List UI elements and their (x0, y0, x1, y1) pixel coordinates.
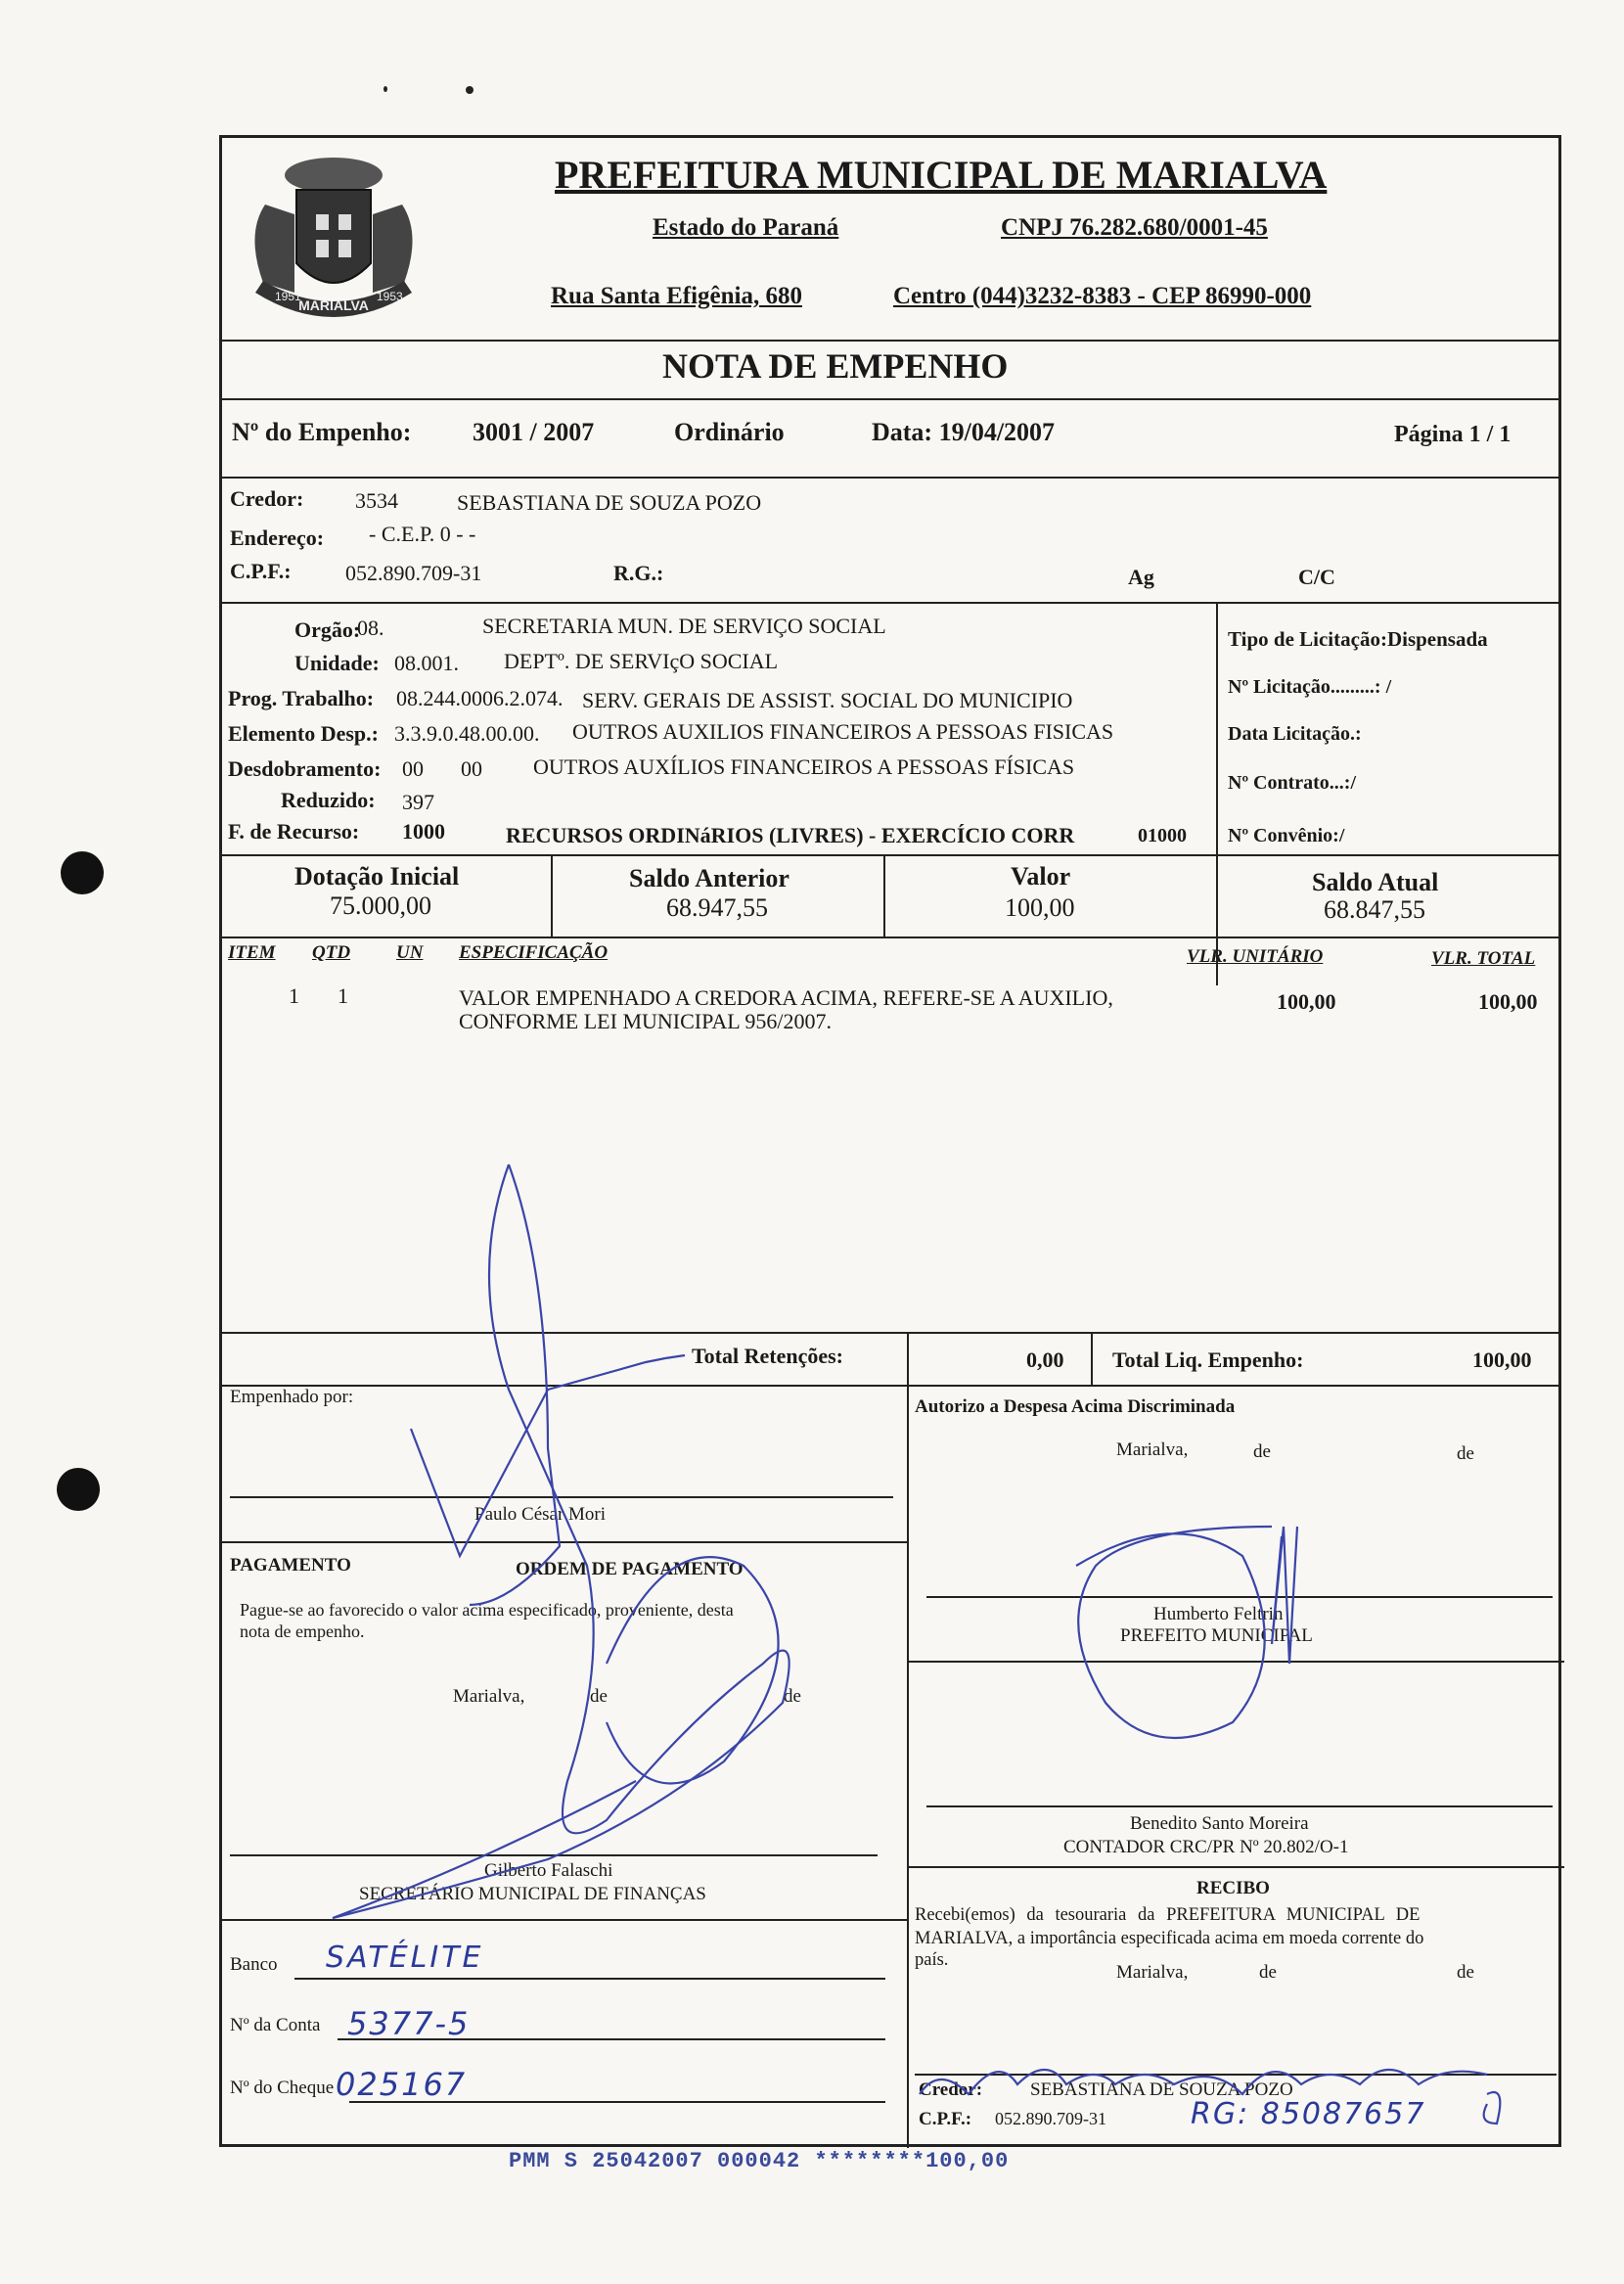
pagamento-label: PAGAMENTO (230, 1555, 351, 1576)
cc-label: C/C (1298, 565, 1335, 589)
item-desc-line2: CONFORME LEI MUNICIPAL 956/2007. (459, 1009, 832, 1033)
address-street: Rua Santa Efigênia, 680 (551, 283, 802, 309)
speck (466, 86, 474, 94)
dotacao-value: 75.000,00 (330, 891, 431, 920)
speck (383, 86, 387, 92)
liq-empenho-label: Total Liq. Empenho: (1112, 1348, 1304, 1372)
pagamento-text-1: Pague-se ao favorecido o valor acima especificado, proveniente, desta (240, 1600, 734, 1620)
reduzido-value: 397 (402, 790, 434, 814)
cpf-label: C.P.F.: (230, 559, 292, 583)
recurso-fonte: 01000 (1138, 825, 1187, 846)
conta-label: Nº da Conta (230, 2015, 321, 2035)
orgao-code: 08. (357, 616, 384, 640)
pagamento-de-2: de (784, 1686, 801, 1707)
conta-value: 5377-5 (347, 2005, 471, 2042)
rg-label: R.G.: (613, 561, 664, 585)
recibo-credor-name: SEBASTIANA DE SOUZA POZO (1030, 2079, 1293, 2100)
recibo-text-1: Recebi(emos) da tesouraria da PREFEITURA MUNICIPAL DE (915, 1905, 1421, 1925)
recibo-text-2: MARIALVA, a importância especificada acima em moeda corrente do (915, 1929, 1424, 1948)
saldo-anterior-value: 68.947,55 (666, 893, 768, 922)
elemento-label: Elemento Desp.: (228, 721, 379, 746)
orgao-desc: SECRETARIA MUN. DE SERVIÇO SOCIAL (482, 614, 886, 638)
banco-value: SATÉLITE (326, 1941, 484, 1975)
recibo-text-3: país. (915, 1950, 949, 1970)
document-title: NOTA DE EMPENHO (662, 346, 1009, 386)
pagamento-text-2: nota de empenho. (240, 1622, 365, 1641)
svg-text:1951: 1951 (275, 290, 301, 303)
page-number: Página 1 / 1 (1394, 422, 1511, 447)
numero-convenio: Nº Convênio:/ (1228, 825, 1345, 846)
autorizo-de-1: de (1253, 1441, 1271, 1462)
empenhado-label: Empenhado por: (230, 1387, 354, 1407)
prefeito-name: Humberto Feltrin (1153, 1604, 1284, 1624)
cheque-label: Nº do Cheque (230, 2078, 335, 2098)
empenho-number: 3001 / 2007 (473, 418, 595, 446)
recibo-de-2: de (1457, 1962, 1474, 1983)
tipo-licitacao: Tipo de Licitação:Dispensada (1228, 627, 1488, 651)
item-desc-line1: VALOR EMPENHADO A CREDORA ACIMA, REFERE-SE A AUXILIO, (459, 985, 1113, 1010)
unidade-code: 08.001. (394, 651, 459, 675)
state-label: Estado do Paraná (653, 214, 839, 241)
item-number: 1 (289, 983, 299, 1008)
col-vlr-unitario: VLR. UNITÁRIO (1187, 946, 1324, 967)
autorizo-label: Autorizo a Despesa Acima Discriminada (915, 1396, 1236, 1417)
unidade-label: Unidade: (294, 651, 380, 675)
liq-empenho-value: 100,00 (1472, 1348, 1532, 1372)
reduzido-label: Reduzido: (281, 788, 376, 812)
contador-name: Benedito Santo Moreira (1130, 1813, 1309, 1834)
empenhado-signer: Paulo César Mori (474, 1504, 607, 1525)
punch-hole-bottom (57, 1468, 100, 1511)
recibo-rg-handwritten: RG: 85087657 (1191, 2097, 1426, 2131)
recibo-credor-label: Credor: (919, 2079, 983, 2100)
credor-name: SEBASTIANA DE SOUZA POZO (457, 490, 762, 515)
saldo-atual-value: 68.847,55 (1324, 895, 1425, 924)
nota-de-empenho-form (219, 135, 1561, 2147)
col-qtd: QTD (312, 942, 351, 963)
svg-text:MARIALVA: MARIALVA (298, 297, 369, 313)
elemento-desc: OUTROS AUXILIOS FINANCEIROS A PESSOAS FISICAS (572, 719, 1114, 744)
credor-code: 3534 (355, 488, 398, 513)
item-qtd: 1 (338, 983, 348, 1008)
empenho-label: Nº do Empenho: (232, 418, 412, 446)
banco-label: Banco (230, 1954, 278, 1975)
numero-licitacao: Nº Licitação.........: / (1228, 676, 1392, 698)
footer-print-code: PMM S 25042007 000042 ********100,00 (509, 2149, 1010, 2173)
seal-icon (236, 146, 431, 332)
item-vlr-total: 100,00 (1478, 989, 1538, 1014)
numero-contrato: Nº Contrato...:/ (1228, 772, 1357, 794)
data-licitacao: Data Licitação.: (1228, 723, 1362, 745)
col-item: ITEM (228, 942, 276, 963)
address-rest: Centro (044)3232-8383 - CEP 86990-000 (893, 283, 1312, 309)
elemento-code: 3.3.9.0.48.00.00. (394, 721, 540, 746)
retencoes-value: 0,00 (1026, 1348, 1064, 1372)
cheque-value: 025167 (336, 2066, 468, 2103)
prog-label: Prog. Trabalho: (228, 686, 375, 710)
ag-label: Ag (1128, 565, 1154, 589)
endereco-label: Endereço: (230, 525, 325, 550)
desdob-desc: OUTROS AUXÍLIOS FINANCEIROS A PESSOAS FÍSICAS (533, 754, 1075, 779)
credor-label: Credor: (230, 486, 304, 511)
prog-desc: SERV. GERAIS DE ASSIST. SOCIAL DO MUNICIPIO (582, 688, 1073, 712)
recurso-code: 1000 (402, 819, 445, 844)
pagamento-de-1: de (590, 1686, 608, 1707)
secretario-role: SECRETÁRIO MUNICIPAL DE FINANÇAS (359, 1884, 706, 1904)
orgao-label: Orgão: (294, 617, 361, 642)
secretario-name: Gilberto Falaschi (484, 1860, 613, 1881)
valor-label: Valor (1011, 862, 1071, 891)
recibo-cpf-label: C.P.F.: (919, 2109, 972, 2129)
saldo-anterior-label: Saldo Anterior (629, 864, 789, 892)
retencoes-label: Total Retenções: (692, 1344, 843, 1368)
recibo-de-1: de (1259, 1962, 1277, 1983)
ordem-pagamento-label: ORDEM DE PAGAMENTO (516, 1559, 744, 1579)
punch-hole-top (61, 851, 104, 894)
svg-text:1953: 1953 (377, 290, 403, 303)
desdob-label: Desdobramento: (228, 756, 382, 781)
recurso-label: F. de Recurso: (228, 819, 360, 844)
prefeitura-title: PREFEITURA MUNICIPAL DE MARIALVA (555, 153, 1328, 197)
saldo-atual-label: Saldo Atual (1312, 868, 1439, 896)
unidade-desc: DEPTº. DE SERVIçO SOCIAL (504, 649, 779, 673)
empenho-date: Data: 19/04/2007 (872, 418, 1056, 446)
col-especificacao: ESPECIFICAÇÃO (459, 942, 609, 963)
desdob-a: 00 (402, 756, 424, 781)
cpf-value: 052.890.709-31 (345, 561, 482, 585)
recibo-place: Marialva, (1116, 1962, 1189, 1983)
col-vlr-total: VLR. TOTAL (1431, 948, 1536, 969)
col-un: UN (396, 942, 424, 963)
item-vlr-unitario: 100,00 (1277, 989, 1336, 1014)
cnpj-label: CNPJ 76.282.680/0001-45 (1001, 214, 1268, 241)
desdob-b: 00 (461, 756, 482, 781)
dotacao-label: Dotação Inicial (294, 862, 460, 891)
autorizo-place: Marialva, (1116, 1439, 1189, 1460)
recibo-cpf-value: 052.890.709-31 (995, 2109, 1106, 2128)
empenho-type: Ordinário (674, 418, 785, 446)
recurso-desc: RECURSOS ORDINáRIOS (LIVRES) - EXERCÍCIO CORR (506, 823, 1075, 847)
pagamento-place: Marialva, (453, 1686, 525, 1707)
endereco-value: - C.E.P. 0 - - (369, 522, 476, 546)
prefeito-role: PREFEITO MUNICIPAL (1120, 1625, 1313, 1646)
municipal-seal (236, 146, 431, 332)
valor-value: 100,00 (1005, 893, 1075, 922)
contador-role: CONTADOR CRC/PR Nº 20.802/O-1 (1063, 1837, 1349, 1857)
autorizo-de-2: de (1457, 1443, 1474, 1464)
recibo-label: RECIBO (1196, 1878, 1270, 1898)
prog-code: 08.244.0006.2.074. (396, 686, 564, 710)
